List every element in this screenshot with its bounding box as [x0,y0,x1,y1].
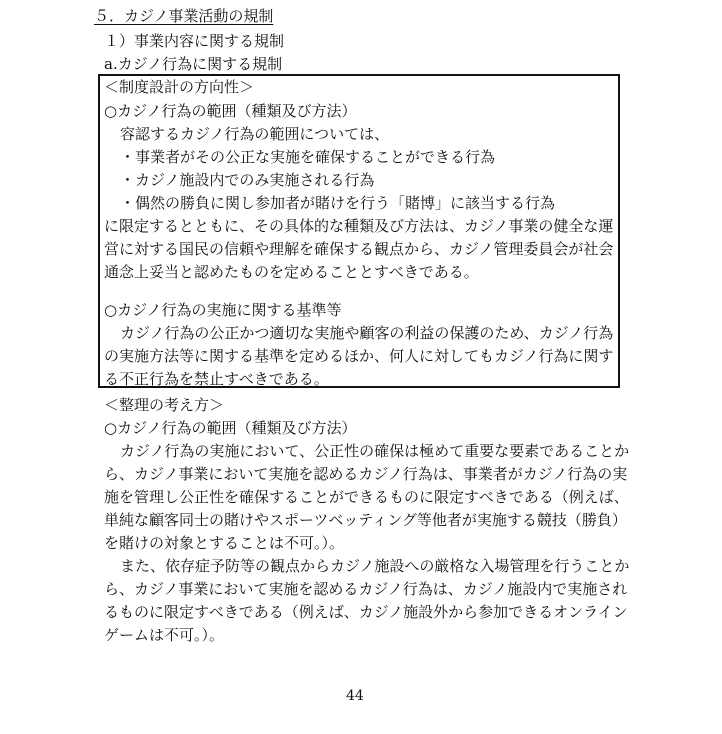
box-item1-line: 営に対する国民の信頼や理解を確保する観点から、カジノ管理委員会が社会 [104,240,614,258]
box-item2-line: る不正行為を禁止すべきである。 [104,370,329,388]
box-item2-line: カジノ行為の公正かつ適切な実施や顧客の利益の保護のため、カジノ行為 [120,324,614,342]
reasoning-para1-line: ら、カジノ事業において実施を認めるカジノ行為は、事業者がカジノ行為の実 [104,465,628,483]
box-item1-line: に限定するとともに、その具体的な種類及び方法は、カジノ事業の健全な運 [104,217,614,235]
page-number: 44 [346,688,364,704]
box-item2-line: の実施方法等に関する基準を定めるほか、何人に対してもカジノ行為に関す [104,347,614,365]
reasoning-para1-line: 施を管理し公正性を確保することができるものに限定すべきである（例えば、 [104,488,629,506]
reasoning-heading: ○カジノ行為の範囲（種類及び方法） [104,419,357,437]
reasoning-para2-line: ら、カジノ事業において実施を認めるカジノ行為は、カジノ施設内で実施され [104,580,628,598]
reasoning-para2-line: るものに限定すべきである（例えば、カジノ施設外から参加できるオンライン [104,603,628,621]
box-item1-line: 容認するカジノ行為の範囲については、 [120,125,390,143]
reasoning-title: ＜整理の考え方＞ [104,396,225,414]
section-heading: ５．カジノ事業活動の規制 [94,7,274,25]
box-item2-heading: ○カジノ行為の実施に関する基準等 [104,301,342,319]
box-item1-heading: ○カジノ行為の範囲（種類及び方法） [104,102,357,120]
reasoning-para1-line: を賭けの対象とすることは不可。）。 [104,534,345,552]
reasoning-para2-line: また、依存症予防等の観点からカジノ施設への厳格な入場管理を行うことか [120,557,630,575]
box-title: ＜制度設計の方向性＞ [104,78,255,96]
subheading-business-content: １）事業内容に関する規制 [104,32,285,50]
reasoning-para1-line: カジノ行為の実施において、公正性の確保は極めて重要な要素であることか [120,442,630,460]
box-item1-line: ・カジノ施設内でのみ実施される行為 [120,171,375,189]
box-item1-line: ・偶然の勝負に関し参加者が賭けを行う「賭博」に該当する行為 [120,194,556,212]
reasoning-para2-line: ゲームは不可。）。 [104,626,225,644]
box-item1-line: 通念上妥当と認めたものを定めることとすべきである。 [104,263,479,281]
box-item1-line: ・事業者がその公正な実施を確保することができる行為 [120,148,496,166]
subheading-casino-acts: a.カジノ行為に関する規制 [104,55,283,73]
reasoning-para1-line: 単純な顧客同士の賭けやスポーツベッティング等他者が実施する競技（勝負） [104,511,627,529]
